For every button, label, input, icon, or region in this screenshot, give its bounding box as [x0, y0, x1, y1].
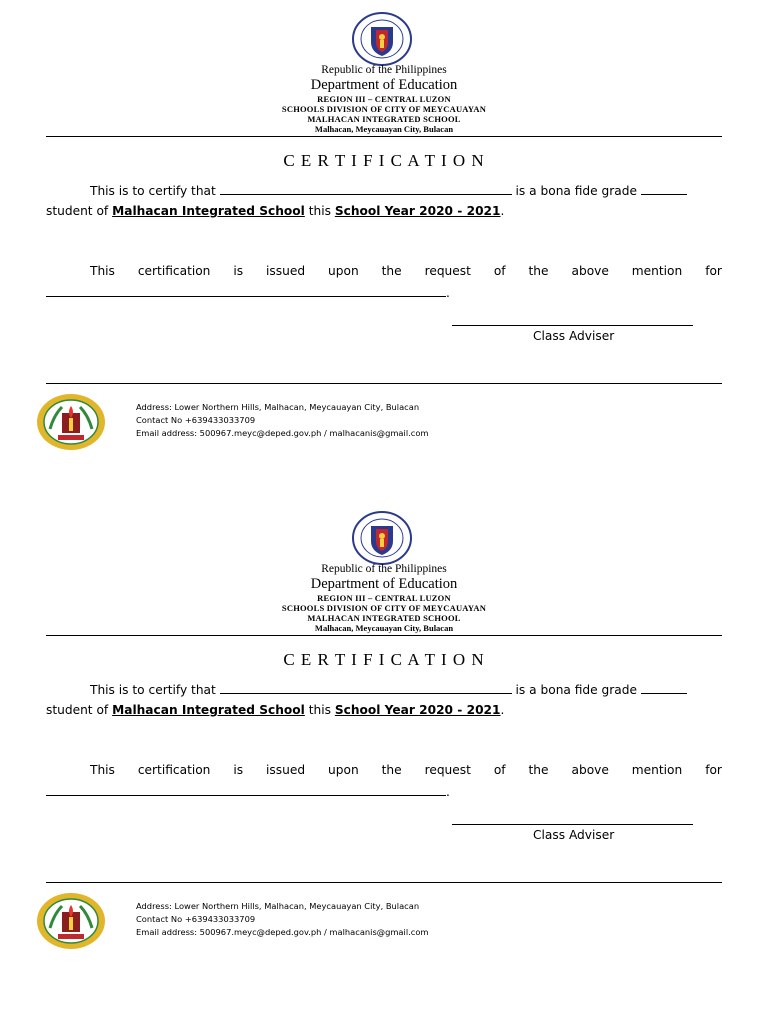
header-department: Department of Education — [310, 576, 458, 592]
request-word: upon — [328, 763, 359, 777]
request-word: This — [90, 264, 115, 278]
request-word: above — [571, 264, 609, 278]
header-divider — [46, 635, 722, 636]
grade-text: is a bona fide grade — [515, 184, 637, 198]
certificate-title: C E R T I F I C A T I O N — [283, 151, 485, 170]
signature-role: Class Adviser — [533, 329, 615, 343]
header-country: Republic of the Philippines — [321, 64, 447, 76]
header-school: MALHACAN INTEGRATED SCHOOL — [307, 114, 461, 124]
certificate-title: C E R T I F I C A T I O N — [283, 650, 485, 669]
request-word: is — [233, 763, 244, 777]
request-end: . — [446, 785, 450, 799]
request-word: for — [705, 763, 722, 777]
footer-contact: Contact No +639433033709 — [136, 415, 256, 425]
request-word: the — [528, 763, 549, 777]
request-word: upon — [328, 264, 359, 278]
certify-line — [90, 682, 687, 697]
request-word: mention — [631, 763, 683, 777]
header-division: SCHOOLS DIVISION OF CITY OF MEYCAUAYAN — [281, 603, 487, 613]
student-name-blank — [220, 183, 512, 195]
certify-prefix: This is to certify that — [90, 683, 216, 697]
certificate-2 — [0, 499, 768, 979]
request-purpose-line — [46, 784, 450, 799]
footer-divider — [46, 882, 722, 883]
header-region: REGION III – CENTRAL LUZON — [317, 94, 451, 104]
header-department: Department of Education — [310, 77, 458, 93]
request-word: above — [571, 763, 609, 777]
school-name: Malhacan Integrated School — [112, 703, 305, 717]
request-purpose-line — [46, 285, 450, 300]
header-divider — [46, 136, 722, 137]
footer-email: Email address: 500967.meyc@deped.gov.ph / malhacanis@gmail.com — [136, 927, 429, 937]
request-word: issued — [266, 763, 306, 777]
student-name-blank — [220, 682, 512, 694]
student-of-line — [46, 204, 504, 218]
header-school: MALHACAN INTEGRATED SCHOOL — [307, 613, 461, 623]
deped-seal-icon — [352, 12, 412, 66]
request-word: This — [90, 763, 115, 777]
request-word: mention — [631, 264, 683, 278]
certify-prefix: This is to certify that — [90, 184, 216, 198]
header-country: Republic of the Philippines — [321, 563, 447, 575]
deped-seal-icon — [352, 511, 412, 565]
school-year: School Year 2020 - 2021 — [334, 703, 501, 717]
school-year: School Year 2020 - 2021 — [334, 204, 501, 218]
header-division: SCHOOLS DIVISION OF CITY OF MEYCAUAYAN — [281, 104, 487, 114]
student-of-label: student of — [46, 703, 109, 717]
school-logo-icon — [36, 892, 106, 950]
school-name: Malhacan Integrated School — [112, 204, 305, 218]
footer-address: Address: Lower Northern Hills, Malhacan, Meycauayan City, Bulacan — [136, 402, 420, 412]
line-period: . — [500, 703, 505, 717]
line-period: . — [500, 204, 505, 218]
purpose-blank — [46, 285, 446, 297]
signature-role: Class Adviser — [533, 828, 615, 842]
certificate-1 — [0, 0, 768, 480]
signature-line — [452, 325, 693, 326]
request-word: issued — [266, 264, 306, 278]
header-location: Malhacan, Meycauayan City, Bulacan — [314, 124, 454, 134]
footer-contact: Contact No +639433033709 — [136, 914, 256, 924]
school-logo-icon — [36, 393, 106, 451]
header-location: Malhacan, Meycauayan City, Bulacan — [314, 623, 454, 633]
request-word: for — [705, 264, 722, 278]
grade-blank — [641, 682, 687, 694]
request-word: of — [493, 264, 506, 278]
grade-text: is a bona fide grade — [515, 683, 637, 697]
request-word: request — [424, 264, 471, 278]
footer-divider — [46, 383, 722, 384]
signature-line — [452, 824, 693, 825]
request-end: . — [446, 286, 450, 300]
this-word: this — [308, 204, 331, 218]
request-line — [90, 763, 722, 777]
request-word: certification — [137, 264, 211, 278]
student-of-line — [46, 703, 504, 717]
header-region: REGION III – CENTRAL LUZON — [317, 593, 451, 603]
this-word: this — [308, 703, 331, 717]
footer-address: Address: Lower Northern Hills, Malhacan, Meycauayan City, Bulacan — [136, 901, 420, 911]
request-word: certification — [137, 763, 211, 777]
request-word: the — [381, 763, 402, 777]
certify-line — [90, 183, 687, 198]
footer-email: Email address: 500967.meyc@deped.gov.ph / malhacanis@gmail.com — [136, 428, 429, 438]
purpose-blank — [46, 784, 446, 796]
request-word: the — [381, 264, 402, 278]
request-word: of — [493, 763, 506, 777]
grade-blank — [641, 183, 687, 195]
request-line — [90, 264, 722, 278]
request-word: request — [424, 763, 471, 777]
request-word: the — [528, 264, 549, 278]
request-word: is — [233, 264, 244, 278]
student-of-label: student of — [46, 204, 109, 218]
